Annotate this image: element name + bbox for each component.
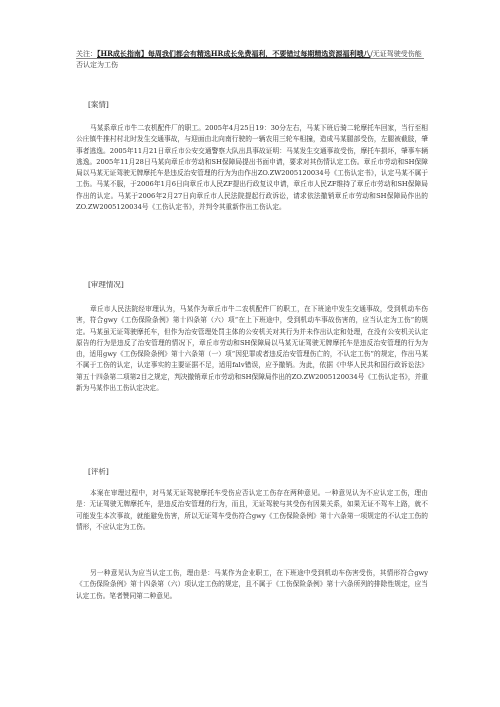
section-label-trial: [审理情况] xyxy=(88,280,124,289)
comment-paragraph-2: 另一种意见认为应当认定工伤，理由是：马某作为企业职工，在下班途中受到机动车伤害受伤，其情形符合gwy《工伤保险条例》第十四条第（六）项认定工伤的规定，且不属于《工伤保险条例》第十六条所列的排除性规定，应当认定工伤。笔者赞同第二种意见。 xyxy=(76,569,428,600)
page-header xyxy=(76,48,424,71)
case-paragraph: 马某系章丘市牛二农机配件厂的职工。2005年4月25日19：30分左右，马某下班后骑二轮摩托车回家，当行至相公庄镇牛推村村北时发生交通事故，与迎面由北向南行驶的一辆农用三轮车相撞，造成马某腿部受伤，左腿被截肢，肇事者逃逸。2005年11月21日章丘市公安交通警察大队出具事故证明：马某发生交通事故受伤，摩托车损坏，肇事车辆逃逸。2005年11月28日马某向章丘市劳动和SH保障局提出书面申请，要求对其伤情认定工伤。章丘市劳动和SH保障局以马某无证驾驶无牌摩托车是违反治安管理的行为为由作出ZO.ZW2005120034号《工伤认定书》，认定马某不属于工伤。马某不服，于2006年1月6日向章丘市人民ZF提出行政复议申请，章丘市人民ZF维持了章丘市劳动和SH保障局作出的认定。马某于2006年2月27日向章丘市人民法院提起行政诉讼，请求依法撤销章丘市劳动和SH保障局作出的ZO.ZW2005120034号《工伤认定书》，并判令其重新作出工伤认定。 xyxy=(76,124,428,212)
section-label-case: [案情] xyxy=(88,100,109,109)
header-title: /无证驾驶受伤能否认定为工伤 xyxy=(76,50,422,69)
comment-paragraph-1: 本案在审理过程中，对马某无证驾驶摩托车受伤应否认定工伤存在两种意见。一种意见认为不应认定工伤，理由是：无证驾驶无牌摩托车，是违反治安管理的行为，而且，无证驾驶与其受伤有因果关系，如果无证不驾车上路，就不可能发生本次事故，就能避免伤害，所以无证驾车受伤符合gwy《工伤保险条例》第十六条第一项规定的不认定工伤的情形，不应认定为工伤。 xyxy=(76,489,428,531)
header-link[interactable]: 【HR成长指南】每周我们都会有精选HR成长免费福利，不要错过每期精选资源福利哦八 xyxy=(97,49,371,58)
section-label-comment: [评析] xyxy=(88,467,109,476)
trial-paragraph: 章丘市人民法院经审理认为，马某作为章丘市牛二农机配件厂的职工，在下班途中发生交通事故，受到机动车伤害，符合gwy《工伤保险条例》第十四条第（六）项“在上下班途中，受到机动车事故伤害的，应当认定为工伤”的规定。马某虽无证驾驶摩托车，但作为治安管理处罚主体的公安机关对其行为并未作出认定和处理，在没有公安机关认定原告的行为是违反了治安管理的情况下，章丘市劳动和SH保障局以马某无证驾驶无牌摩托车是违反治安管理的行为为由，适用gwy《工伤保险条例》第十六条第（一）项“因犯罪或者违反治安管理伤亡的，不认定工伤”的规定，作出马某不属于工伤的认定，认定事实的主要证据不足，适用falv错误，应予撤销。为此，依据《中华人民共和国行政诉讼法》第五十四条第二项第2目之规定，判决撤销章丘市劳动和SH保障局作出的ZO.ZW2005120034号《工伤认定书》，并重新为马某作出工伤认定决定。 xyxy=(76,305,428,393)
header-prefix: 关注： xyxy=(76,50,97,58)
header-rule xyxy=(76,58,424,59)
